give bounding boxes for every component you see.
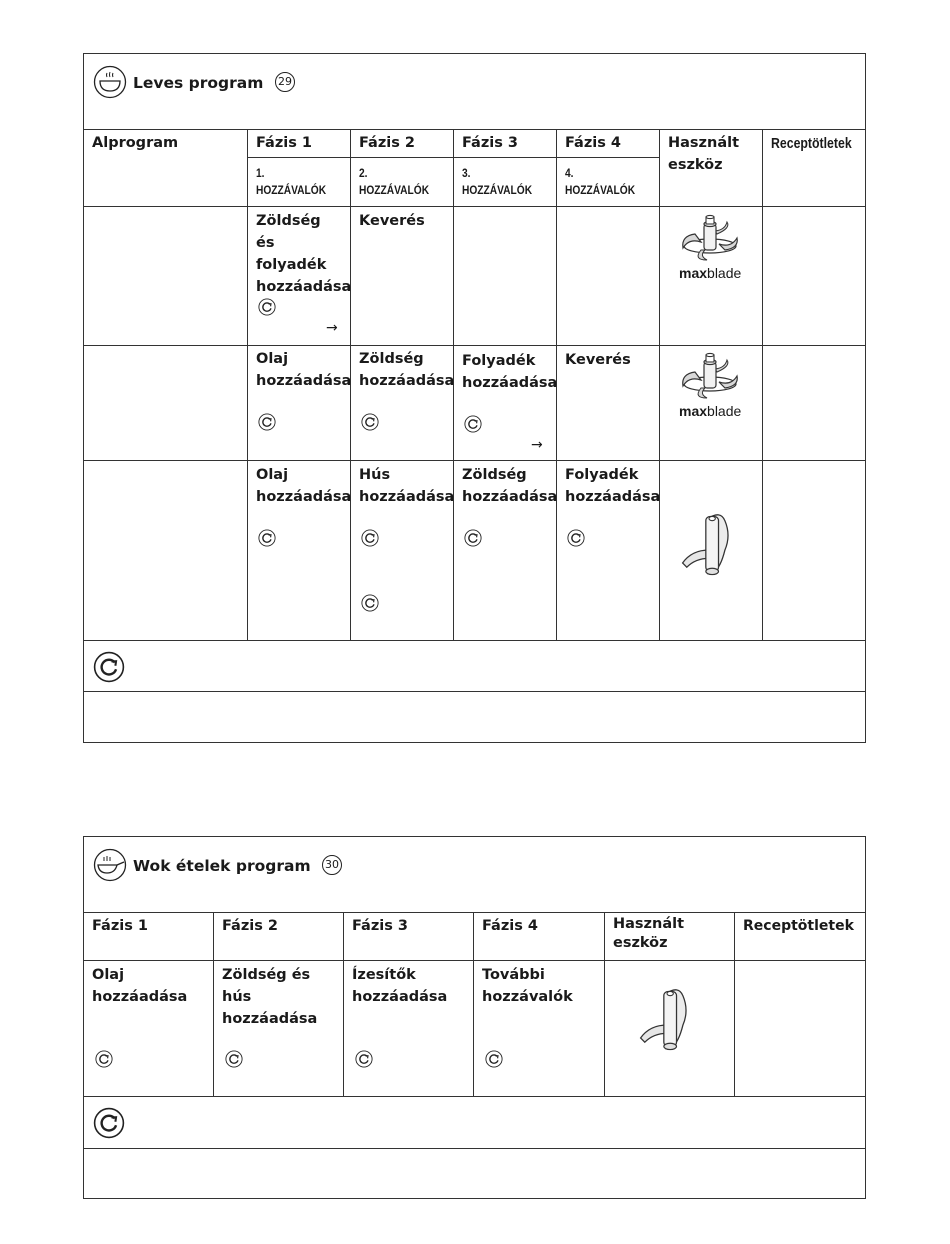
soup-program-number: 29 bbox=[275, 72, 295, 92]
soup-program-title: Leves program bbox=[133, 74, 264, 92]
row3-phase2-text: Hús hozzáadása bbox=[359, 467, 455, 505]
maxblade-label: maxblade bbox=[679, 265, 742, 281]
wok-icon bbox=[93, 848, 127, 882]
cycle-icon bbox=[258, 529, 276, 547]
header-phase-4: Fázis 4 bbox=[565, 135, 622, 151]
row2-phase3-text: Folyadék hozzáadása bbox=[462, 353, 558, 391]
ingredient-label-3: HOZZÁVALÓK bbox=[462, 183, 533, 197]
ingredient-number-4: 4. bbox=[565, 166, 574, 180]
maxblade-icon bbox=[675, 352, 745, 407]
header-recipe: Receptötletek bbox=[771, 135, 852, 152]
wok-program-number: 30 bbox=[322, 855, 342, 875]
maxblade-label: maxblade bbox=[679, 403, 742, 419]
ingredient-label-2: HOZZÁVALÓK bbox=[359, 183, 430, 197]
ingredient-number-1: 1. bbox=[256, 166, 265, 180]
header-phase-3: Fázis 3 bbox=[462, 135, 519, 151]
ingredient-label-4: HOZZÁVALÓK bbox=[565, 183, 636, 197]
row1-phase1-text: Zöldség és folyadék hozzáadása bbox=[256, 213, 352, 295]
wok-phase4-text: További hozzávalók bbox=[482, 967, 573, 1005]
wok-header-tool: Használt eszköz bbox=[613, 916, 684, 951]
cycle-icon bbox=[361, 413, 379, 431]
row3-phase1-text: Olaj hozzáadása bbox=[256, 467, 352, 505]
header-phase-2: Fázis 2 bbox=[359, 135, 416, 151]
row2-phase4-text: Keverés bbox=[565, 352, 631, 368]
cycle-icon bbox=[361, 529, 379, 547]
cycle-icon bbox=[95, 1050, 113, 1068]
wok-header-recipe: Receptötletek bbox=[743, 918, 854, 934]
ingredient-number-3: 3. bbox=[462, 166, 471, 180]
arrow-right-icon: → bbox=[326, 320, 338, 336]
cycle-icon bbox=[258, 298, 276, 316]
wok-phase2-text: Zöldség és hús hozzáadása bbox=[222, 967, 318, 1027]
wok-phase1-text: Olaj hozzáadása bbox=[92, 967, 188, 1005]
cycle-icon bbox=[567, 529, 585, 547]
wok-header-phase-4: Fázis 4 bbox=[482, 918, 539, 934]
row2-phase2-text: Zöldség hozzáadása bbox=[359, 351, 455, 389]
cycle-icon bbox=[258, 413, 276, 431]
row2-phase1-text: Olaj hozzáadása bbox=[256, 351, 352, 389]
row1-phase2-text: Keverés bbox=[359, 213, 425, 229]
kneading-hook-icon bbox=[672, 508, 746, 582]
row3-phase4-text: Folyadék hozzáadása bbox=[565, 467, 661, 505]
bowl-icon bbox=[93, 65, 127, 99]
cycle-icon bbox=[464, 415, 482, 433]
maxblade-icon bbox=[675, 214, 745, 269]
header-phase-1: Fázis 1 bbox=[256, 135, 313, 151]
wok-program-title: Wok ételek program bbox=[133, 857, 311, 875]
cycle-icon bbox=[464, 529, 482, 547]
arrow-right-icon: → bbox=[531, 437, 543, 453]
cycle-icon bbox=[93, 1107, 125, 1139]
wok-phase3-text: Ízesítők hozzáadása bbox=[352, 967, 448, 1005]
kneading-hook-icon bbox=[630, 983, 704, 1057]
cycle-icon bbox=[361, 594, 379, 612]
wok-header-phase-3: Fázis 3 bbox=[352, 918, 409, 934]
wok-header-phase-2: Fázis 2 bbox=[222, 918, 279, 934]
header-tool: Használt eszköz bbox=[668, 135, 739, 173]
wok-program-table bbox=[83, 836, 866, 1199]
row3-phase3-text: Zöldség hozzáadása bbox=[462, 467, 558, 505]
header-subprogram: Alprogram bbox=[92, 135, 179, 151]
cycle-icon bbox=[485, 1050, 503, 1068]
ingredient-number-2: 2. bbox=[359, 166, 368, 180]
wok-header-phase-1: Fázis 1 bbox=[92, 918, 149, 934]
ingredient-label-1: HOZZÁVALÓK bbox=[256, 183, 327, 197]
cycle-icon bbox=[225, 1050, 243, 1068]
cycle-icon bbox=[93, 651, 125, 683]
cycle-icon bbox=[355, 1050, 373, 1068]
